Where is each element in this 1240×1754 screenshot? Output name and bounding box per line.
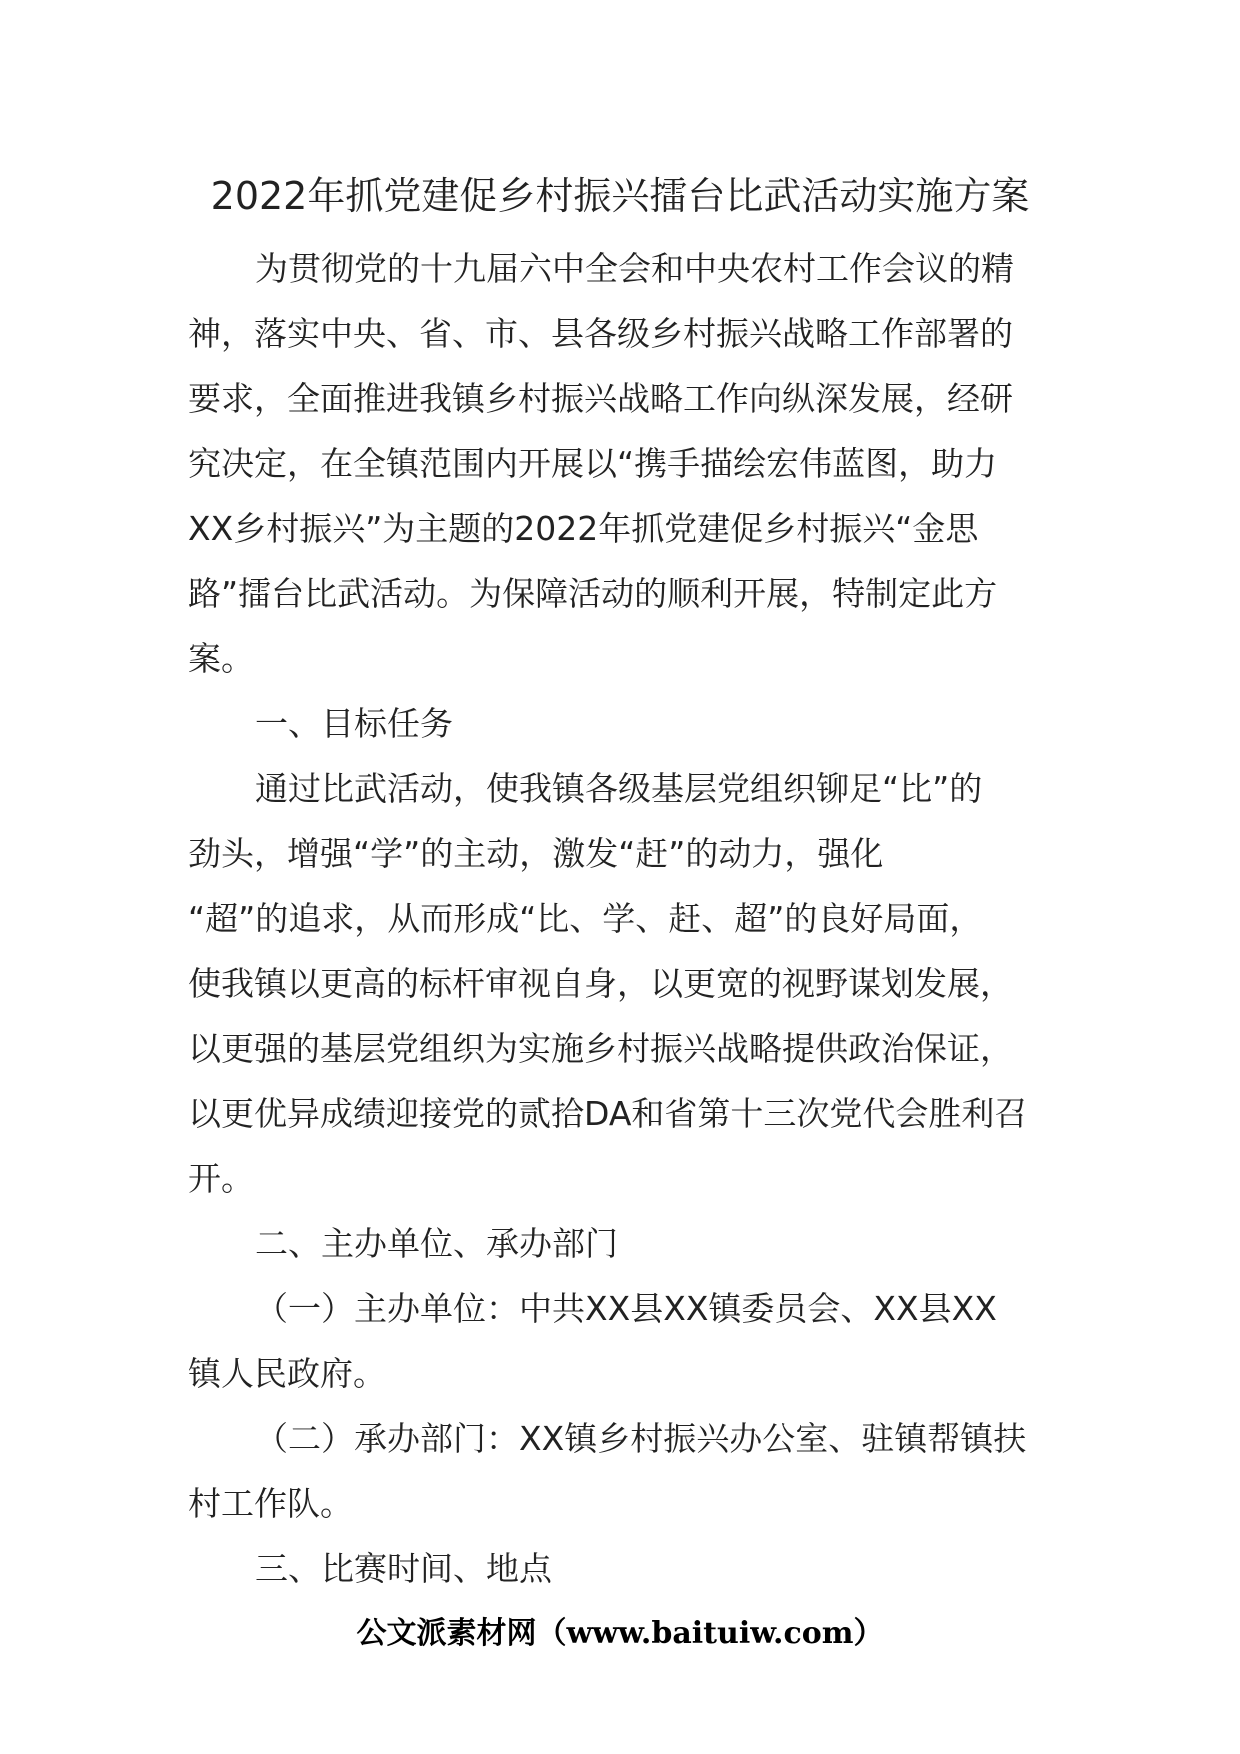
paragraph-line: 神，落实中央、省、市、县各级乡村振兴战略工作部署的 xyxy=(188,314,1013,353)
section-heading-time-place xyxy=(188,1536,1048,1601)
section-heading: 三、比赛时间、地点 xyxy=(255,1549,552,1588)
paragraph-line: 路”擂台比武活动。为保障活动的顺利开展，特制定此方 xyxy=(188,574,998,613)
paragraph-line: 镇人民政府。 xyxy=(188,1354,386,1393)
paragraph-line: 以更优异成绩迎接党的贰拾DA和省第十三次党代会胜利召 xyxy=(188,1094,1028,1133)
paragraph-line: 村工作队。 xyxy=(188,1484,353,1523)
section-heading: 一、目标任务 xyxy=(255,704,453,743)
paragraph-host xyxy=(188,1276,1048,1406)
paragraph-line: 为贯彻党的十九届六中全会和中央农村工作会议的精 xyxy=(255,249,1014,288)
footer-watermark: 公文派素材网（www.baituiw.com） xyxy=(356,1616,884,1651)
paragraph-line: （二）承办部门：XX镇乡村振兴办公室、驻镇帮镇扶 xyxy=(255,1419,1027,1458)
paragraph-line: 案。 xyxy=(188,639,254,678)
paragraph-line: 劲头，增强“学”的主动，激发“赶”的动力，强化 xyxy=(188,834,884,873)
paragraph-line: “超”的追求，从而形成“比、学、赶、超”的良好局面， xyxy=(188,899,983,938)
paragraph-line: XX乡村振兴”为主题的2022年抓党建促乡村振兴“金思 xyxy=(188,509,979,548)
paragraph-line: 开。 xyxy=(188,1159,254,1198)
paragraph-intro xyxy=(188,236,1048,691)
paragraph-line: 使我镇以更高的标杆审视自身，以更宽的视野谋划发展， xyxy=(188,964,1013,1003)
section-heading: 二、主办单位、承办部门 xyxy=(255,1224,618,1263)
section-heading-organizers xyxy=(188,1211,1048,1276)
paragraph-line: 以更强的基层党组织为实施乡村振兴战略提供政治保证， xyxy=(188,1029,1013,1068)
section-heading-goals xyxy=(188,691,1048,756)
paragraph-line: 究决定，在全镇范围内开展以“携手描绘宏伟蓝图，助力 xyxy=(188,444,998,483)
document-body xyxy=(188,236,1048,1601)
paragraph-line: 要求，全面推进我镇乡村振兴战略工作向纵深发展，经研 xyxy=(188,379,1013,418)
paragraph-line: （一）主办单位：中共XX县XX镇委员会、XX县XX xyxy=(255,1289,997,1328)
document-title: 2022年抓党建促乡村振兴擂台比武活动实施方案 xyxy=(210,174,1030,218)
paragraph-goals xyxy=(188,756,1048,1211)
paragraph-organizer xyxy=(188,1406,1048,1536)
paragraph-line: 通过比武活动，使我镇各级基层党组织铆足“比”的 xyxy=(255,769,983,808)
